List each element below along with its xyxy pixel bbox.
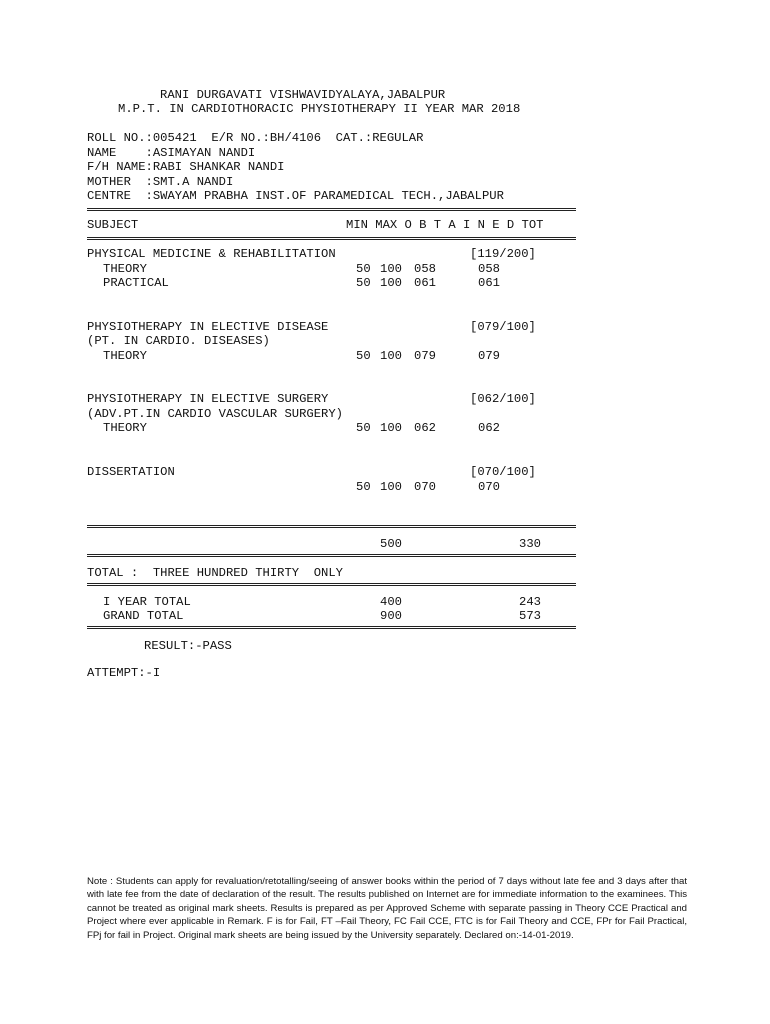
component-label: PRACTICAL xyxy=(103,276,169,290)
max-marks: 100 xyxy=(380,349,402,363)
divider xyxy=(87,626,576,629)
mother-line: MOTHER :SMT.A NANDI xyxy=(87,175,234,189)
centre-line: CENTRE :SWAYAM PRABHA INST.OF PARAMEDICAL TECH.,JABALPUR xyxy=(87,189,504,203)
component-total: 070 xyxy=(478,480,500,494)
university-title: RANI DURGAVATI VISHWAVIDYALAYA,JABALPUR xyxy=(160,88,446,102)
obtained-marks: 058 xyxy=(414,262,436,276)
max-marks: 100 xyxy=(380,480,402,494)
subject-title: DISSERTATION xyxy=(87,465,175,479)
max-marks: 100 xyxy=(380,421,402,435)
max-total: 500 xyxy=(380,537,402,551)
obtained-marks: 061 xyxy=(414,276,436,290)
divider xyxy=(87,208,576,211)
subject-total: [062/100] xyxy=(470,392,536,406)
min-marks: 50 xyxy=(356,421,371,435)
roll-line: ROLL NO.:005421 E/R NO.:BH/4106 CAT.:REGULAR xyxy=(87,131,424,145)
exam-title: M.P.T. IN CARDIOTHORACIC PHYSIOTHERAPY II YEAR MAR 2018 xyxy=(118,102,521,116)
component-total: 062 xyxy=(478,421,500,435)
subject-subtitle: (PT. IN CARDIO. DISEASES) xyxy=(87,334,270,348)
grand-total-label: GRAND TOTAL xyxy=(103,609,184,623)
obtained-marks: 079 xyxy=(414,349,436,363)
divider xyxy=(87,237,576,240)
subject-total: [079/100] xyxy=(470,320,536,334)
obtained-marks: 070 xyxy=(414,480,436,494)
attempt-number: ATTEMPT:-I xyxy=(87,666,161,680)
component-total: 079 xyxy=(478,349,500,363)
divider xyxy=(87,583,576,586)
obtained-total: 330 xyxy=(519,537,541,551)
obtained-marks: 062 xyxy=(414,421,436,435)
min-marks: 50 xyxy=(356,349,371,363)
first-year-max: 400 xyxy=(380,595,402,609)
first-year-obtained: 243 xyxy=(519,595,541,609)
component-label: THEORY xyxy=(103,262,147,276)
component-label: THEORY xyxy=(103,349,147,363)
component-total: 061 xyxy=(478,276,500,290)
min-marks: 50 xyxy=(356,262,371,276)
footnote: Note : Students can apply for revaluation/retotalling/seeing of answer books within the period of 7 days without late fee and 3 days after that with late fee from the date of declaration of the result. The results published on Internet are for immediate information to the examinees. This cannot be treated as original mark sheets. Results is prepared as per Approved Scheme with separate passing in Theory CCE Practical and Project where ever applicable in Remark. F is for Fail, FT –Fail Theory, FC Fail CCE, FTC is for Fail Theory and CCE, FPr for Fail Practical, FPj for fail in Project. Original mark sheets are being issued by the University separately. Declared on:-14-01-2019. xyxy=(87,876,687,941)
subject-title: PHYSIOTHERAPY IN ELECTIVE SURGERY xyxy=(87,392,329,406)
subject-title: PHYSIOTHERAPY IN ELECTIVE DISEASE xyxy=(87,320,329,334)
divider xyxy=(87,554,576,557)
subject-subtitle: (ADV.PT.IN CARDIO VASCULAR SURGERY) xyxy=(87,407,343,421)
subject-header: SUBJECT xyxy=(87,218,139,232)
grand-total-obtained: 573 xyxy=(519,609,541,623)
max-marks: 100 xyxy=(380,276,402,290)
component-total: 058 xyxy=(478,262,500,276)
divider xyxy=(87,525,576,528)
min-marks: 50 xyxy=(356,276,371,290)
total-in-words: TOTAL : THREE HUNDRED THIRTY ONLY xyxy=(87,566,343,580)
subject-total: [070/100] xyxy=(470,465,536,479)
first-year-total-label: I YEAR TOTAL xyxy=(103,595,191,609)
marks-header: MIN MAX O B T A I N E D TOT xyxy=(346,218,544,232)
father-husband-line: F/H NAME:RABI SHANKAR NANDI xyxy=(87,160,285,174)
component-label: THEORY xyxy=(103,421,147,435)
name-line: NAME :ASIMAYAN NANDI xyxy=(87,146,256,160)
result-status: RESULT:-PASS xyxy=(144,639,232,653)
grand-total-max: 900 xyxy=(380,609,402,623)
subject-total: [119/200] xyxy=(470,247,536,261)
max-marks: 100 xyxy=(380,262,402,276)
min-marks: 50 xyxy=(356,480,371,494)
subject-title: PHYSICAL MEDICINE & REHABILITATION xyxy=(87,247,336,261)
